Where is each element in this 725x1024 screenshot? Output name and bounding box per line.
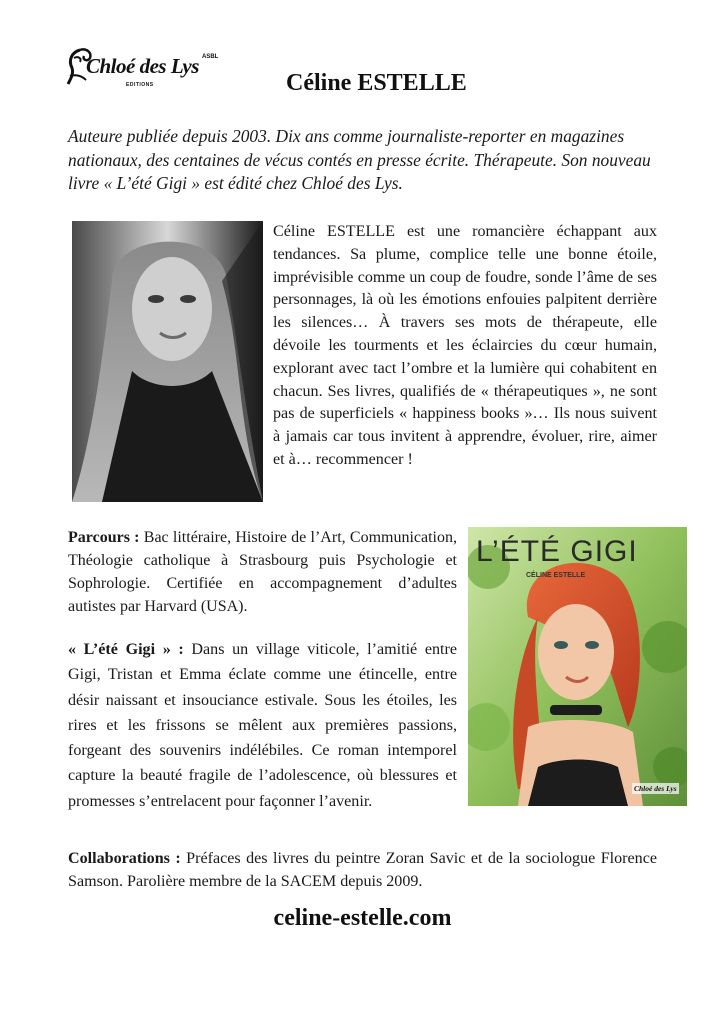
collaborations-section [68, 847, 657, 893]
parcours-text: Bac littéraire, Histoire de l’Art, Communication, Théologie catholique à Strasbourg puis Psychologie et Sophrologie. Certifiée en accompagnement d’adultes autistes par Harvard (USA). [68, 529, 458, 615]
author-portrait-image [72, 221, 263, 502]
page-title: Céline ESTELLE [286, 70, 467, 96]
cover-title: L’ÉTÉ GIGI [476, 535, 638, 568]
book-label: « L’été Gigi » : [68, 641, 184, 658]
logo-name: Chloé des Lys [86, 54, 199, 78]
cover-author: CÉLINE ESTELLE [526, 572, 586, 579]
intro-paragraph: Auteure publiée depuis 2003. Dix ans comme journaliste-reporter en magazines nationaux, des centaines de vécus contés en presse écrite. Thérapeute. Son nouveau livre « L’été Gigi » est édité chez Chloé des Lys. [68, 126, 651, 193]
book-text: Dans un village viticole, l’amitié entre Gigi, Tristan et Emma éclate comme une étincelle, entre désir naissant et insouciance estivale. Sous les étoiles, les rires et les frissons se mêlent aux premières passions, forgeant des souvenirs indélébiles. Ce roman intemporel capture la beauté fragile de l’adolescence, où blessures et promesses s’entrelacent pour façonner l’avenir. [68, 641, 457, 810]
logo-editions: EDITIONS [126, 82, 154, 88]
parcours-section [68, 527, 457, 619]
author-bio: Céline ESTELLE est une romancière échappant aux tendances. Sa plume, complice telle une bonne étoile, imprévisible comme un coup de foudre, sonde l’âme de ses personnages, là où les émotions enfouies palpitent derrière les silences… À travers ses mots de thérapeute, elle dévoile les tourments et les éclaircies du cœur humain, explorant avec tact l’ombre et la lumière qui cohabitent en chacun. Ses livres, qualifiés de « thérapeutiques », ne sont pas de superficiels « happiness books »… Ils nous suivent à jamais car tous invitent à apprendre, évoluer, rire, aimer et à… recommencer ! [273, 223, 657, 468]
book-cover [468, 527, 687, 806]
collaborations-label: Collaborations : [68, 850, 181, 867]
publisher-logo [66, 46, 226, 94]
book-section [68, 637, 457, 814]
cover-publisher: Chloé des Lys [634, 784, 677, 793]
logo-asbl: ASBL [202, 54, 219, 60]
website-link[interactable]: celine-estelle.com [273, 905, 452, 931]
author-photo [72, 221, 263, 502]
parcours-label: Parcours : [68, 529, 140, 546]
collaborations-text: Préfaces des livres du peintre Zoran Savic et de la sociologue Florence Samson. Parolière membre de la SACEM depuis 2009. [68, 850, 657, 890]
